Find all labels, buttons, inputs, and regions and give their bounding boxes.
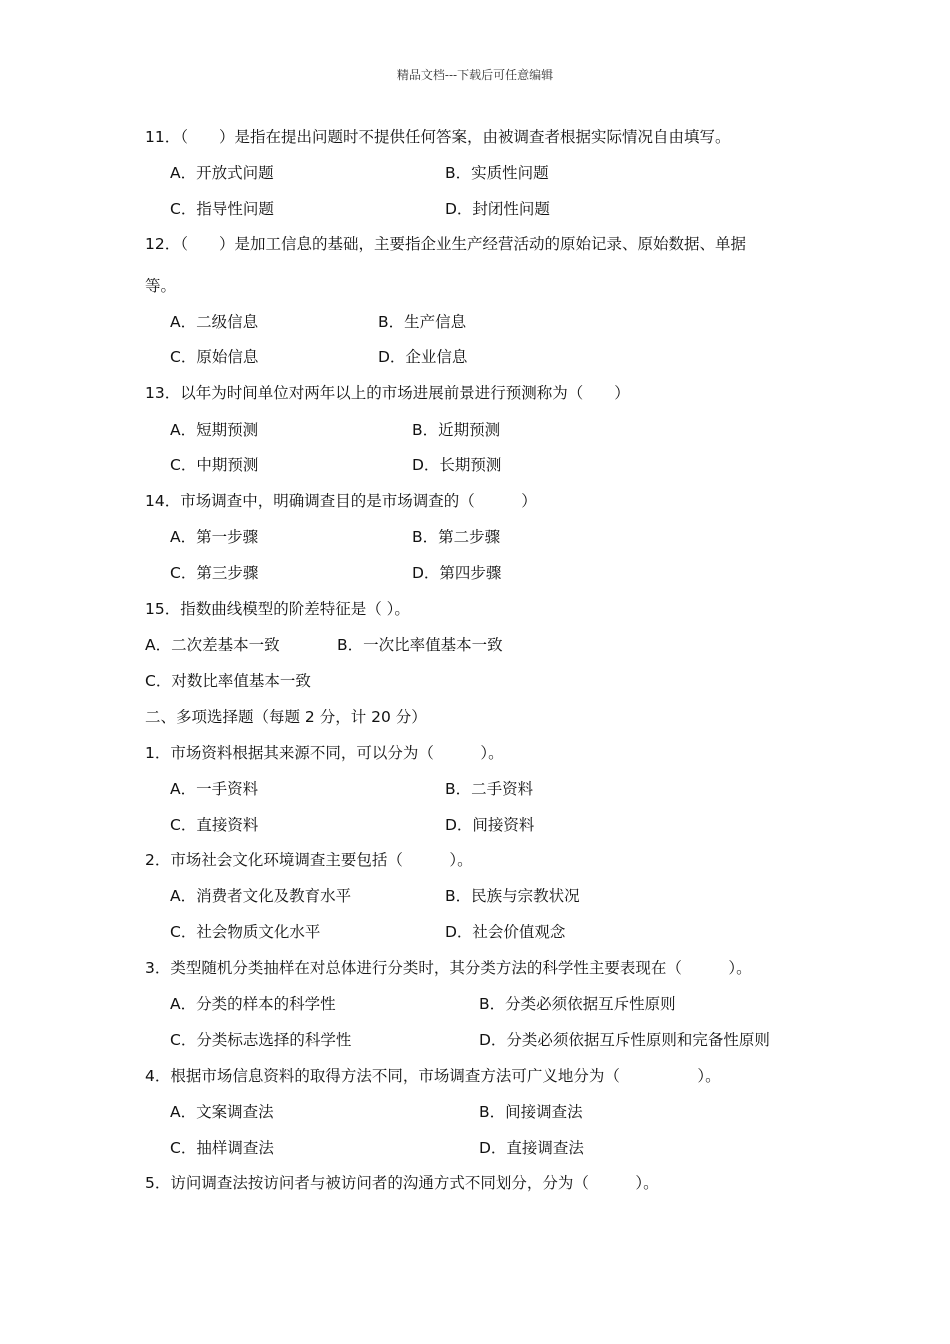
option-m3-b: B．分类必须依据互斥性原则 [479,995,676,1013]
option-12-d: D．企业信息 [378,348,468,366]
option-15-c: C．对数比率值基本一致 [145,672,311,690]
option-13-d: D．长期预测 [412,456,502,474]
question-m2: 2．市场社会文化环境调查主要包括（ ）。 [145,851,473,869]
option-m1-a: A．一手资料 [170,780,259,798]
option-14-d: D．第四步骤 [412,564,502,582]
option-m3-a: A．分类的样本的科学性 [170,995,336,1013]
question-12: 12．（ ）是加工信息的基础，主要指企业生产经营活动的原始记录、原始数据、单据 [145,235,746,253]
option-m2-d: D．社会价值观念 [445,923,566,941]
section-heading: 二、多项选择题（每题 2 分，计 20 分） [145,708,427,726]
option-m2-c: C．社会物质文化水平 [170,923,321,941]
option-m4-b: B．间接调查法 [479,1103,583,1121]
question-m5: 5．访问调查法按访问者与被访问者的沟通方式不同划分，分为（ ）。 [145,1174,659,1192]
option-m2-b: B．民族与宗教状况 [445,887,580,905]
option-m3-c: C．分类标志选择的科学性 [170,1031,352,1049]
page-header: 精品文档---下载后可任意编辑 [396,68,554,82]
option-13-c: C．中期预测 [170,456,259,474]
option-14-a: A．第一步骤 [170,528,259,546]
option-13-b: B．近期预测 [412,421,501,439]
option-13-a: A．短期预测 [170,421,259,439]
option-12-c: C．原始信息 [170,348,259,366]
question-m1: 1．市场资料根据其来源不同，可以分为（ ）。 [145,744,504,762]
option-11-a: A．开放式问题 [170,164,274,182]
option-14-c: C．第三步骤 [170,564,259,582]
option-11-c: C．指导性问题 [170,200,274,218]
question-m3: 3．类型随机分类抽样在对总体进行分类时，其分类方法的科学性主要表现在（ ）。 [145,959,752,977]
question-m4: 4．根据市场信息资料的取得方法不同，市场调查方法可广义地分为（ ）。 [145,1067,721,1085]
option-15-b: B．一次比率值基本一致 [337,636,503,654]
option-m3-d: D．分类必须依据互斥性原则和完备性原则 [479,1031,770,1049]
option-12-a: A．二级信息 [170,313,259,331]
option-m1-d: D．间接资料 [445,816,535,834]
option-12-b: B．生产信息 [378,313,467,331]
option-m2-a: A．消费者文化及教育水平 [170,887,352,905]
question-15: 15．指数曲线模型的阶差特征是（ ）。 [145,600,410,618]
option-m1-b: B．二手资料 [445,780,534,798]
option-11-b: B．实质性问题 [445,164,549,182]
option-m4-d: D．直接调查法 [479,1139,584,1157]
question-13: 13．以年为时间单位对两年以上的市场进展前景进行预测称为（ ） [145,384,630,402]
question-11: 11．（ ）是指在提出问题时不提供任何答案，由被调查者根据实际情况自由填写。 [145,128,731,146]
question-12-cont: 等。 [145,277,177,295]
option-m1-c: C．直接资料 [170,816,259,834]
option-14-b: B．第二步骤 [412,528,501,546]
option-11-d: D．封闭性问题 [445,200,550,218]
question-14: 14．市场调查中，明确调查目的是市场调查的（ ） [145,492,537,510]
option-15-a: A．二次差基本一致 [145,636,280,654]
option-m4-a: A．文案调查法 [170,1103,274,1121]
option-m4-c: C．抽样调查法 [170,1139,274,1157]
